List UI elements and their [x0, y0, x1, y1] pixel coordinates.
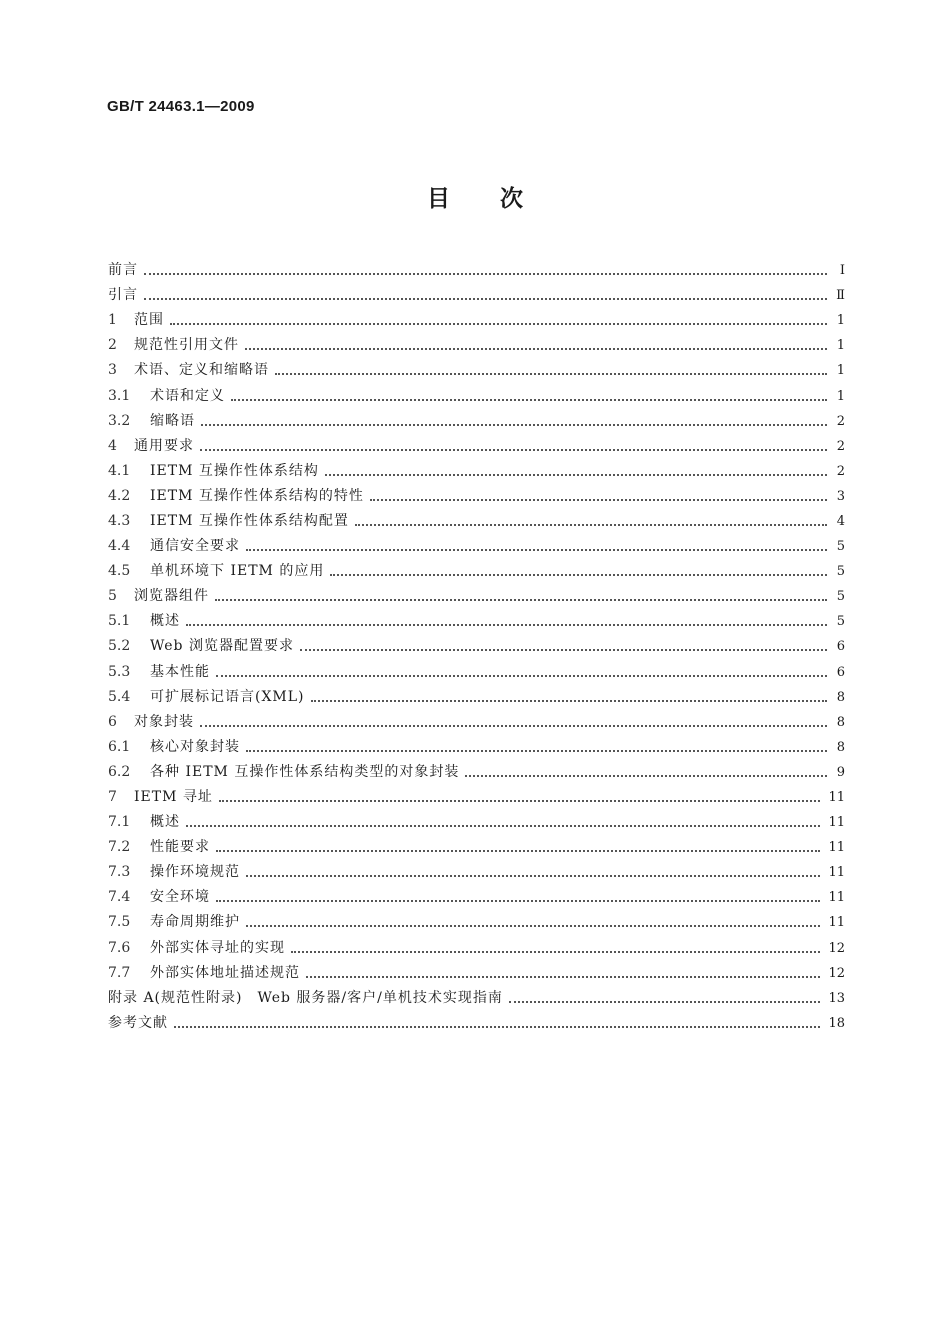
toc-section-title: 概述 — [150, 814, 180, 831]
toc-section-title: 范围 — [134, 312, 164, 329]
toc-page-number: 5 — [836, 539, 845, 555]
toc-entry[interactable] — [108, 358, 845, 383]
toc-dot-leader — [216, 835, 820, 860]
toc-page-number: 6 — [836, 639, 845, 655]
toc-section-title: 操作环境规范 — [150, 864, 240, 881]
toc-section-title: 浏览器组件 — [134, 588, 209, 605]
toc-section-number: 5 — [108, 588, 117, 605]
toc-section-title: 缩略语 — [150, 412, 195, 429]
toc-section-number: 5.4 — [108, 688, 131, 705]
toc-page-number: 8 — [836, 714, 845, 730]
toc-section-title: 术语、定义和缩略语 — [134, 362, 269, 379]
toc-page-number: 11 — [828, 915, 845, 931]
toc-dot-leader — [219, 785, 821, 810]
toc-dot-leader — [509, 986, 821, 1011]
toc-dot-leader — [246, 910, 820, 935]
toc-page-number: 5 — [836, 589, 845, 605]
toc-section-number: 6 — [108, 713, 117, 730]
toc-dot-leader — [231, 384, 827, 409]
toc-page-number: 4 — [836, 513, 845, 529]
toc-entry[interactable] — [108, 308, 845, 333]
toc-dot-leader — [200, 710, 827, 735]
toc-section-number: 1 — [108, 312, 117, 329]
toc-page-number: 1 — [836, 338, 845, 354]
toc-dot-leader — [300, 634, 827, 659]
toc-entry[interactable] — [108, 258, 845, 283]
toc-section-title: IETM 互操作性体系结构配置 — [150, 512, 349, 529]
toc-entry[interactable] — [108, 609, 845, 634]
toc-entry[interactable] — [108, 910, 845, 935]
toc-dot-leader — [245, 333, 827, 358]
toc-dot-leader — [216, 660, 827, 685]
toc-page-number: 2 — [836, 413, 845, 429]
toc-entry[interactable] — [108, 860, 845, 885]
toc-page-number: 12 — [828, 965, 845, 981]
toc-section-number: 4.1 — [108, 462, 131, 479]
toc-entry[interactable] — [108, 333, 845, 358]
toc-section-title: 基本性能 — [150, 663, 210, 680]
toc-section-title: 外部实体地址描述规范 — [150, 964, 300, 981]
toc-section-title: 规范性引用文件 — [134, 337, 239, 354]
toc-dot-leader — [186, 609, 827, 634]
toc-section-number: 4 — [108, 437, 117, 454]
toc-section-number: 4.2 — [108, 487, 131, 504]
toc-page-number: 11 — [828, 815, 845, 831]
toc-entry[interactable] — [108, 885, 845, 910]
toc-section-number: 6.2 — [108, 763, 131, 780]
toc-page-number: 13 — [828, 990, 845, 1006]
toc-section-title: 引言 — [108, 287, 138, 304]
toc-section-number: 4.3 — [108, 512, 131, 529]
toc-section-title: 寿命周期维护 — [150, 914, 240, 931]
toc-entry[interactable] — [108, 961, 845, 986]
toc-section-title: IETM 互操作性体系结构 — [150, 462, 319, 479]
toc-section-title: IETM 寻址 — [134, 789, 213, 806]
toc-page-number: 2 — [836, 463, 845, 479]
table-of-contents — [108, 258, 845, 1036]
toc-section-title: 概述 — [150, 613, 180, 630]
toc-entry[interactable] — [108, 584, 845, 609]
toc-section-title: 通信安全要求 — [150, 538, 240, 555]
toc-section-number: 3.1 — [108, 387, 131, 404]
toc-page-number: 18 — [828, 1015, 845, 1031]
toc-section-title: 前言 — [108, 262, 138, 279]
toc-page-number: 12 — [828, 940, 845, 956]
toc-page-number: 11 — [828, 790, 845, 806]
toc-section-title: 术语和定义 — [150, 387, 225, 404]
toc-section-number: 5.2 — [108, 638, 131, 655]
toc-section-number: 7.7 — [108, 964, 131, 981]
toc-section-number: 7 — [108, 789, 117, 806]
toc-dot-leader — [144, 283, 827, 308]
toc-section-title: 核心对象封装 — [150, 738, 240, 755]
toc-page-number: 11 — [828, 840, 845, 856]
toc-section-number: 5.3 — [108, 663, 131, 680]
toc-section-title: 各种 IETM 互操作性体系结构类型的对象封装 — [150, 763, 460, 780]
toc-section-number: 3 — [108, 362, 117, 379]
toc-dot-leader — [170, 308, 827, 333]
toc-section-number: 4.5 — [108, 563, 131, 580]
toc-page-number: 8 — [836, 689, 845, 705]
toc-section-number: 7.5 — [108, 914, 131, 931]
toc-page-number: 1 — [836, 313, 845, 329]
toc-section-title: 对象封装 — [134, 713, 194, 730]
toc-dot-leader — [216, 885, 820, 910]
toc-page-number: 9 — [836, 764, 845, 780]
toc-section-number: 7.2 — [108, 839, 131, 856]
toc-dot-leader — [144, 258, 827, 283]
toc-dot-leader — [465, 760, 827, 785]
toc-page-number: 1 — [836, 388, 845, 404]
page-title: 目次 — [427, 186, 573, 212]
toc-section-title: 性能要求 — [150, 839, 210, 856]
toc-entry[interactable] — [108, 735, 845, 760]
toc-dot-leader — [215, 584, 827, 609]
toc-page-number: 8 — [836, 739, 845, 755]
toc-entry[interactable] — [108, 509, 845, 534]
toc-section-title: Web 浏览器配置要求 — [150, 638, 294, 655]
toc-entry[interactable] — [108, 484, 845, 509]
toc-entry[interactable] — [108, 634, 845, 659]
toc-entry[interactable] — [108, 810, 845, 835]
toc-section-title: 安全环境 — [150, 889, 210, 906]
toc-dot-leader — [246, 860, 820, 885]
toc-entry[interactable] — [108, 660, 845, 685]
toc-section-number: 7.3 — [108, 864, 131, 881]
toc-entry[interactable] — [108, 760, 845, 785]
toc-entry[interactable] — [108, 409, 845, 434]
toc-section-number: 7.4 — [108, 889, 131, 906]
toc-dot-leader — [246, 735, 827, 760]
toc-section-title: 通用要求 — [134, 437, 194, 454]
toc-dot-leader — [306, 961, 820, 986]
toc-dot-leader — [325, 459, 827, 484]
toc-page-number: 11 — [828, 865, 845, 881]
standard-number: GB/T 24463.1—2009 — [107, 98, 255, 115]
toc-dot-leader — [311, 685, 827, 710]
toc-section-title: 参考文献 — [108, 1014, 168, 1031]
toc-section-title: IETM 互操作性体系结构的特性 — [150, 487, 364, 504]
toc-dot-leader — [330, 559, 827, 584]
toc-entry[interactable] — [108, 534, 845, 559]
toc-section-title: 外部实体寻址的实现 — [150, 939, 285, 956]
toc-section-number: 7.1 — [108, 814, 131, 831]
toc-page-number: Ⅱ — [836, 288, 845, 304]
toc-section-title: 可扩展标记语言(XML) — [150, 688, 305, 705]
toc-section-number: 3.2 — [108, 412, 131, 429]
toc-dot-leader — [200, 434, 827, 459]
toc-entry[interactable] — [108, 986, 845, 1011]
toc-page-number: 5 — [836, 614, 845, 630]
toc-section-title: 单机环境下 IETM 的应用 — [150, 563, 325, 580]
toc-section-title: 附录 A(规范性附录) Web 服务器/客户/单机技术实现指南 — [108, 989, 503, 1006]
toc-section-number: 4.4 — [108, 538, 131, 555]
toc-dot-leader — [275, 358, 827, 383]
toc-entry[interactable] — [108, 835, 845, 860]
toc-page-number: 6 — [836, 664, 845, 680]
toc-entry[interactable] — [108, 1011, 845, 1036]
toc-page-number: 11 — [828, 890, 845, 906]
toc-section-number: 5.1 — [108, 613, 131, 630]
toc-page-number: 5 — [836, 564, 845, 580]
toc-dot-leader — [370, 484, 827, 509]
toc-page-number: 1 — [836, 363, 845, 379]
toc-dot-leader — [291, 936, 820, 961]
toc-entry[interactable] — [108, 936, 845, 961]
toc-section-number: 6.1 — [108, 738, 131, 755]
toc-section-number: 2 — [108, 337, 117, 354]
toc-entry[interactable] — [108, 434, 845, 459]
toc-dot-leader — [355, 509, 827, 534]
toc-dot-leader — [174, 1011, 820, 1036]
toc-entry[interactable] — [108, 559, 845, 584]
toc-entry[interactable] — [108, 383, 845, 408]
toc-dot-leader — [186, 810, 820, 835]
toc-entry[interactable] — [108, 685, 845, 710]
toc-page-number: 3 — [836, 488, 845, 504]
toc-dot-leader — [201, 409, 827, 434]
toc-entry[interactable] — [108, 710, 845, 735]
toc-page-number: I — [839, 263, 845, 279]
toc-entry[interactable] — [108, 785, 845, 810]
toc-entry[interactable] — [108, 283, 845, 308]
toc-entry[interactable] — [108, 459, 845, 484]
toc-dot-leader — [246, 534, 827, 559]
toc-section-number: 7.6 — [108, 939, 131, 956]
toc-page-number: 2 — [836, 438, 845, 454]
